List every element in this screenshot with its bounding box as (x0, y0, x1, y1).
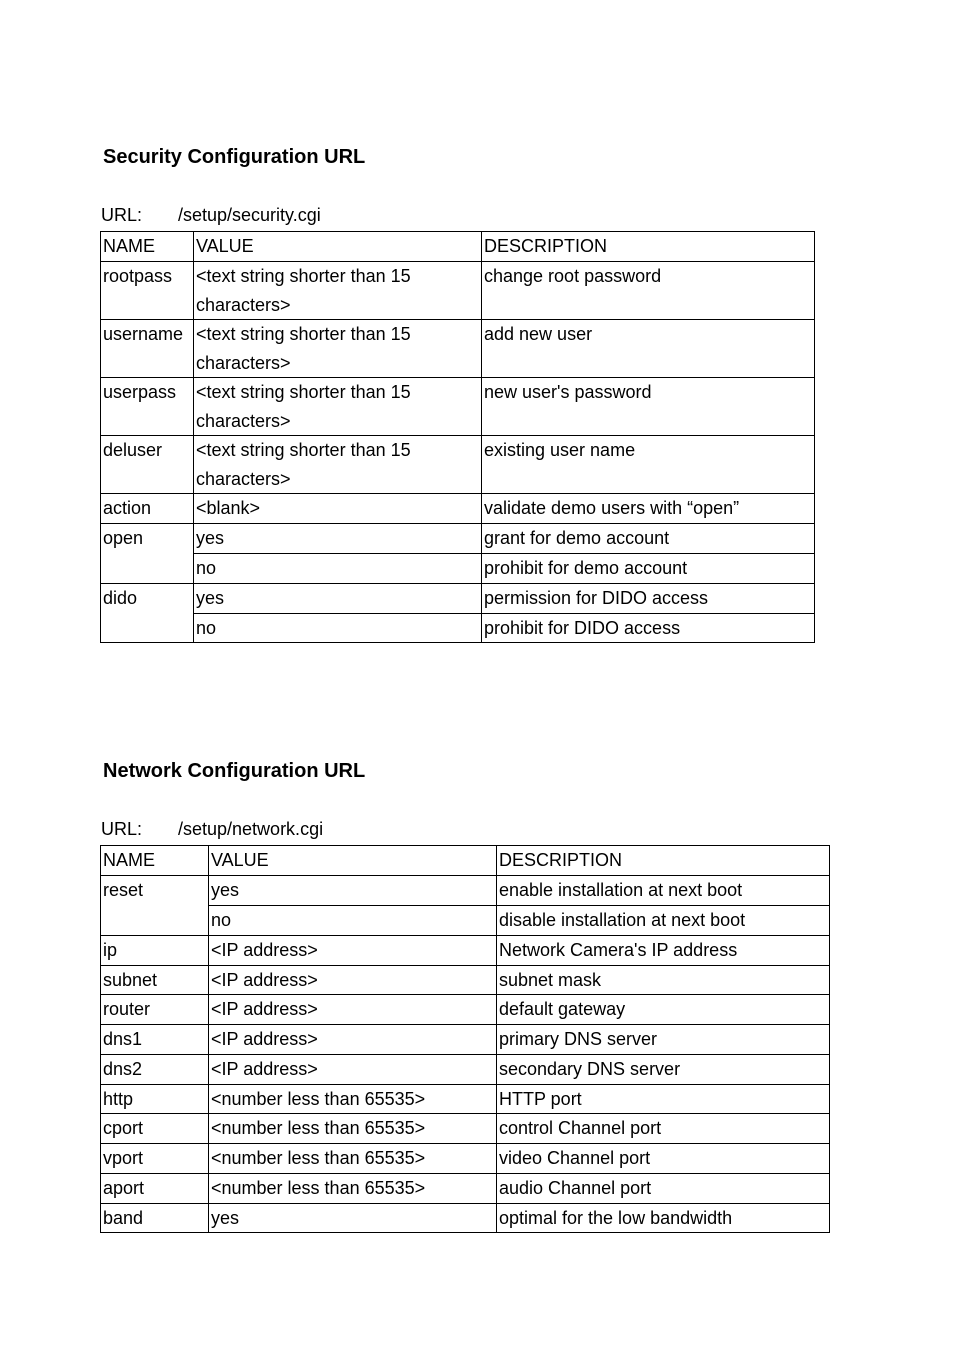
cell-name: http (101, 1084, 209, 1114)
cell-value: no (194, 554, 482, 584)
table-row (101, 1203, 830, 1233)
table-row (101, 583, 815, 613)
cell-name: rootpass (101, 262, 194, 320)
cell-description: primary DNS server (497, 1025, 830, 1055)
table-row (101, 876, 830, 906)
table-row (101, 1144, 830, 1174)
cell-name: aport (101, 1173, 209, 1203)
table-row (101, 906, 830, 936)
table-row (101, 1054, 830, 1084)
cell-name: ip (101, 935, 209, 965)
network-url-line (101, 819, 323, 840)
cell-name: reset (101, 876, 209, 936)
network-url-label: URL: (101, 819, 143, 839)
table-row (101, 262, 815, 320)
cell-description: subnet mask (497, 965, 830, 995)
header-name: NAME (101, 846, 209, 876)
cell-value: <IP address> (209, 1054, 497, 1084)
security-url-label: URL: (101, 205, 143, 225)
cell-name: dido (101, 583, 194, 643)
table-row (101, 554, 815, 584)
table-row (101, 436, 815, 494)
cell-name: action (101, 494, 194, 524)
table-row (101, 1114, 830, 1144)
cell-description: video Channel port (497, 1144, 830, 1174)
security-table (100, 231, 815, 643)
cell-value: <IP address> (209, 995, 497, 1025)
cell-name: deluser (101, 436, 194, 494)
table-row (101, 494, 815, 524)
cell-description: control Channel port (497, 1114, 830, 1144)
table-row (101, 1084, 830, 1114)
network-table (100, 845, 830, 1233)
cell-value: <number less than 65535> (209, 1114, 497, 1144)
cell-name: vport (101, 1144, 209, 1174)
cell-name: cport (101, 1114, 209, 1144)
header-description: DESCRIPTION (482, 232, 815, 262)
cell-description: default gateway (497, 995, 830, 1025)
cell-value: yes (209, 1203, 497, 1233)
cell-description: audio Channel port (497, 1173, 830, 1203)
table-row (101, 320, 815, 378)
cell-description: Network Camera's IP address (497, 935, 830, 965)
cell-name: dns1 (101, 1025, 209, 1055)
network-section-title: Network Configuration URL (103, 760, 366, 782)
table-row (101, 613, 815, 643)
security-url-value: /setup/security.cgi (178, 205, 321, 225)
cell-description: optimal for the low bandwidth (497, 1203, 830, 1233)
cell-description: validate demo users with “open” (482, 494, 815, 524)
cell-value: yes (194, 583, 482, 613)
table-row (101, 378, 815, 436)
cell-description: disable installation at next boot (497, 906, 830, 936)
cell-description: permission for DIDO access (482, 583, 815, 613)
cell-name: router (101, 995, 209, 1025)
cell-name: subnet (101, 965, 209, 995)
cell-name: userpass (101, 378, 194, 436)
cell-name: dns2 (101, 1054, 209, 1084)
cell-value: <number less than 65535> (209, 1144, 497, 1174)
cell-value: <IP address> (209, 1025, 497, 1055)
header-value: VALUE (209, 846, 497, 876)
cell-description: existing user name (482, 436, 815, 494)
table-row (101, 935, 830, 965)
header-name: NAME (101, 232, 194, 262)
cell-description: enable installation at next boot (497, 876, 830, 906)
security-section-title: Security Configuration URL (103, 146, 366, 168)
cell-value: <text string shorter than 15 characters> (194, 320, 482, 378)
cell-value: <text string shorter than 15 characters> (194, 378, 482, 436)
cell-name: open (101, 524, 194, 584)
cell-value: <text string shorter than 15 characters> (194, 436, 482, 494)
table-row (101, 965, 830, 995)
cell-name: username (101, 320, 194, 378)
table-row (101, 524, 815, 554)
cell-description: prohibit for DIDO access (482, 613, 815, 643)
cell-description: prohibit for demo account (482, 554, 815, 584)
table-header-row (101, 232, 815, 262)
table-header-row (101, 846, 830, 876)
cell-description: grant for demo account (482, 524, 815, 554)
cell-description: add new user (482, 320, 815, 378)
cell-value: yes (194, 524, 482, 554)
table-row (101, 995, 830, 1025)
header-description: DESCRIPTION (497, 846, 830, 876)
security-url-line (101, 205, 321, 226)
table-row (101, 1025, 830, 1055)
cell-value: no (194, 613, 482, 643)
cell-description: change root password (482, 262, 815, 320)
cell-description: new user's password (482, 378, 815, 436)
cell-description: secondary DNS server (497, 1054, 830, 1084)
cell-value: <number less than 65535> (209, 1084, 497, 1114)
cell-value: <number less than 65535> (209, 1173, 497, 1203)
cell-name: band (101, 1203, 209, 1233)
table-row (101, 1173, 830, 1203)
cell-value: <IP address> (209, 965, 497, 995)
cell-description: HTTP port (497, 1084, 830, 1114)
cell-value: <IP address> (209, 935, 497, 965)
cell-value: yes (209, 876, 497, 906)
cell-value: <text string shorter than 15 characters> (194, 262, 482, 320)
cell-value: no (209, 906, 497, 936)
header-value: VALUE (194, 232, 482, 262)
network-url-value: /setup/network.cgi (178, 819, 324, 839)
cell-value: <blank> (194, 494, 482, 524)
